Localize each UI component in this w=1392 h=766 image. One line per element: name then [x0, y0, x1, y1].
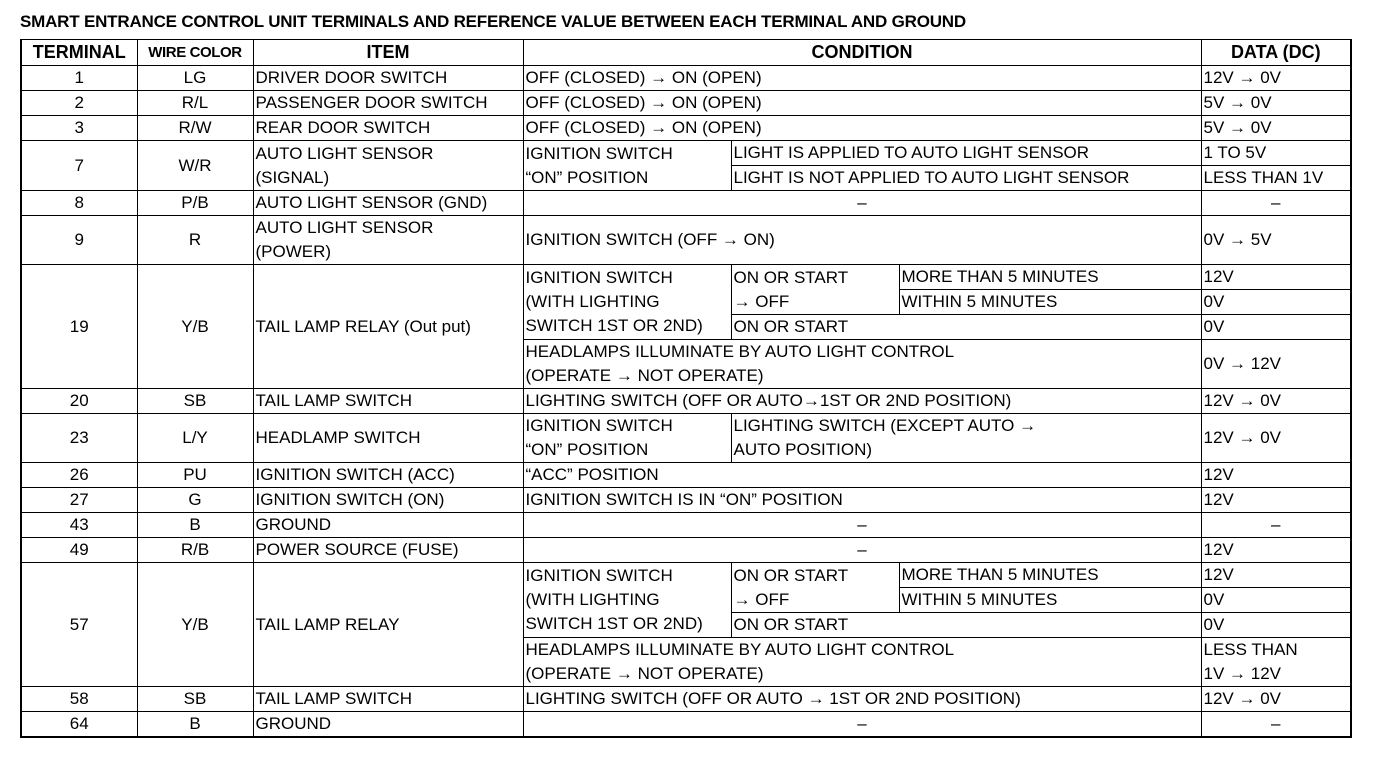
item-cell: HEADLAMP SWITCH — [253, 414, 523, 463]
header-item: ITEM — [253, 40, 523, 66]
terminal-reference-table — [20, 39, 1352, 738]
condition-cell: – — [523, 712, 1201, 738]
item-cell: REAR DOOR SWITCH — [253, 116, 523, 141]
terminal-cell: 9 — [21, 216, 137, 265]
condition-line: IGNITION SWITCH — [525, 268, 673, 287]
condition-line: ON OR START — [733, 565, 849, 585]
table-row — [21, 91, 1351, 116]
item-cell: POWER SOURCE (FUSE) — [253, 538, 523, 563]
item-cell: TAIL LAMP SWITCH — [253, 687, 523, 712]
table-row — [21, 191, 1351, 216]
condition-line: (OPERATE → NOT OPERATE) — [525, 366, 764, 385]
data-line: LESS THAN — [1203, 640, 1298, 659]
condition-cell — [523, 141, 731, 191]
condition-line: → OFF — [733, 589, 790, 609]
table-row — [21, 563, 1351, 588]
data-cell: 12V → 0V — [1201, 414, 1351, 463]
data-cell: 12V → 0V — [1201, 687, 1351, 712]
data-cell: 0V — [1201, 588, 1351, 613]
wire-color-cell: R — [137, 216, 253, 265]
condition-cell: LIGHTING SWITCH (OFF OR AUTO→1ST OR 2ND POSITION) — [523, 389, 1201, 414]
table-row — [21, 389, 1351, 414]
table-row — [21, 712, 1351, 738]
condition-cell: IGNITION SWITCH (OFF → ON) — [523, 216, 1201, 265]
wire-color-cell: LG — [137, 66, 253, 91]
wire-color-cell: Y/B — [137, 265, 253, 389]
table-row — [21, 141, 1351, 166]
wire-color-cell: Y/B — [137, 563, 253, 687]
item-cell: GROUND — [253, 712, 523, 738]
item-cell: AUTO LIGHT SENSOR (GND) — [253, 191, 523, 216]
header-wire-color: WIRE COLOR — [137, 40, 253, 66]
wire-color-cell: B — [137, 712, 253, 738]
item-cell: DRIVER DOOR SWITCH — [253, 66, 523, 91]
condition-line: SWITCH 1ST OR 2ND) — [525, 614, 703, 633]
condition-cell — [731, 265, 899, 315]
terminal-cell: 57 — [21, 563, 137, 687]
condition-line: IGNITION SWITCH — [525, 566, 673, 585]
condition-cell — [731, 563, 899, 613]
condition-line: HEADLAMPS ILLUMINATE BY AUTO LIGHT CONTROL — [525, 640, 955, 659]
terminal-cell: 23 — [21, 414, 137, 463]
condition-line: AUTO POSITION) — [733, 440, 873, 459]
condition-cell — [731, 414, 1201, 463]
condition-line: (WITH LIGHTING — [525, 590, 660, 609]
item-cell: TAIL LAMP SWITCH — [253, 389, 523, 414]
header-data: DATA (DC) — [1201, 40, 1351, 66]
table-row — [21, 463, 1351, 488]
table-row — [21, 116, 1351, 141]
data-cell: – — [1201, 712, 1351, 738]
condition-line: HEADLAMPS ILLUMINATE BY AUTO LIGHT CONTROL — [525, 342, 955, 361]
item-cell — [253, 216, 523, 265]
item-cell: TAIL LAMP RELAY (Out put) — [253, 265, 523, 389]
wire-color-cell: P/B — [137, 191, 253, 216]
item-cell: GROUND — [253, 513, 523, 538]
terminal-cell: 7 — [21, 141, 137, 191]
data-cell: – — [1201, 191, 1351, 216]
condition-line: LIGHTING SWITCH (EXCEPT AUTO → — [733, 416, 1037, 435]
terminal-cell: 1 — [21, 66, 137, 91]
data-cell: 5V → 0V — [1201, 116, 1351, 141]
condition-line: ON OR START — [733, 267, 849, 287]
data-cell: 0V — [1201, 315, 1351, 340]
terminal-cell: 43 — [21, 513, 137, 538]
item-cell — [253, 141, 523, 191]
header-row — [21, 40, 1351, 66]
condition-cell: LIGHT IS NOT APPLIED TO AUTO LIGHT SENSOR — [731, 166, 1201, 191]
condition-line: (WITH LIGHTING — [525, 292, 660, 311]
data-cell: 12V → 0V — [1201, 66, 1351, 91]
data-cell: 12V — [1201, 488, 1351, 513]
data-cell: 5V → 0V — [1201, 91, 1351, 116]
condition-cell: ON OR START — [731, 315, 1201, 340]
terminal-cell: 19 — [21, 265, 137, 389]
condition-line: “ON” POSITION — [525, 167, 649, 187]
item-cell: IGNITION SWITCH (ACC) — [253, 463, 523, 488]
condition-cell: WITHIN 5 MINUTES — [899, 290, 1201, 315]
condition-cell: WITHIN 5 MINUTES — [899, 588, 1201, 613]
data-cell: 0V → 5V — [1201, 216, 1351, 265]
condition-cell: ON OR START — [731, 613, 1201, 638]
wire-color-cell: B — [137, 513, 253, 538]
condition-cell: – — [523, 538, 1201, 563]
table-row — [21, 488, 1351, 513]
table-row — [21, 538, 1351, 563]
condition-cell — [523, 265, 731, 340]
data-cell: LESS THAN 1V — [1201, 166, 1351, 191]
terminal-cell: 20 — [21, 389, 137, 414]
item-line: AUTO LIGHT SENSOR — [255, 218, 434, 237]
table-row — [21, 414, 1351, 463]
condition-cell: – — [523, 191, 1201, 216]
condition-line: (OPERATE → NOT OPERATE) — [525, 664, 764, 683]
terminal-cell: 58 — [21, 687, 137, 712]
wire-color-cell: PU — [137, 463, 253, 488]
terminal-cell: 49 — [21, 538, 137, 563]
condition-cell: – — [523, 513, 1201, 538]
data-cell: 12V — [1201, 463, 1351, 488]
wire-color-cell: W/R — [137, 141, 253, 191]
wire-color-cell: SB — [137, 687, 253, 712]
terminal-cell: 27 — [21, 488, 137, 513]
condition-line: IGNITION SWITCH — [525, 416, 673, 435]
table-row — [21, 687, 1351, 712]
data-cell: 0V → 12V — [1201, 340, 1351, 389]
data-cell: 12V → 0V — [1201, 389, 1351, 414]
wire-color-cell: SB — [137, 389, 253, 414]
wire-color-cell: R/B — [137, 538, 253, 563]
condition-cell: IGNITION SWITCH IS IN “ON” POSITION — [523, 488, 1201, 513]
condition-cell — [523, 563, 731, 638]
item-line: (POWER) — [255, 242, 332, 261]
condition-cell — [523, 638, 1201, 687]
condition-line: → OFF — [733, 291, 790, 311]
table-row — [21, 265, 1351, 290]
condition-cell: MORE THAN 5 MINUTES — [899, 265, 1201, 290]
data-cell: – — [1201, 513, 1351, 538]
data-cell: 1 TO 5V — [1201, 141, 1351, 166]
terminal-cell: 2 — [21, 91, 137, 116]
item-line: AUTO LIGHT SENSOR — [255, 143, 434, 163]
header-condition: CONDITION — [523, 40, 1201, 66]
table-row — [21, 216, 1351, 265]
terminal-cell: 64 — [21, 712, 137, 738]
data-cell: 12V — [1201, 538, 1351, 563]
condition-cell: OFF (CLOSED) → ON (OPEN) — [523, 66, 1201, 91]
wire-color-cell: G — [137, 488, 253, 513]
data-cell: 0V — [1201, 613, 1351, 638]
data-cell — [1201, 638, 1351, 687]
condition-cell: OFF (CLOSED) → ON (OPEN) — [523, 116, 1201, 141]
item-cell: IGNITION SWITCH (ON) — [253, 488, 523, 513]
table-row — [21, 513, 1351, 538]
condition-cell: “ACC” POSITION — [523, 463, 1201, 488]
item-line: (SIGNAL) — [255, 167, 330, 187]
condition-cell: MORE THAN 5 MINUTES — [899, 563, 1201, 588]
condition-cell — [523, 414, 731, 463]
item-cell: TAIL LAMP RELAY — [253, 563, 523, 687]
data-cell: 12V — [1201, 563, 1351, 588]
data-cell: 12V — [1201, 265, 1351, 290]
terminal-cell: 3 — [21, 116, 137, 141]
data-cell: 0V — [1201, 290, 1351, 315]
table-row — [21, 66, 1351, 91]
condition-line: SWITCH 1ST OR 2ND) — [525, 316, 703, 335]
terminal-cell: 8 — [21, 191, 137, 216]
header-terminal: TERMINAL — [21, 40, 137, 66]
wire-color-cell: L/Y — [137, 414, 253, 463]
document-title: SMART ENTRANCE CONTROL UNIT TERMINALS AND REFERENCE VALUE BETWEEN EACH TERMINAL AND GROUND — [20, 12, 966, 31]
condition-cell: OFF (CLOSED) → ON (OPEN) — [523, 91, 1201, 116]
wire-color-cell: R/L — [137, 91, 253, 116]
item-cell: PASSENGER DOOR SWITCH — [253, 91, 523, 116]
condition-cell — [523, 340, 1201, 389]
data-line: 1V → 12V — [1203, 664, 1282, 683]
condition-cell: LIGHTING SWITCH (OFF OR AUTO → 1ST OR 2ND POSITION) — [523, 687, 1201, 712]
condition-line: “ON” POSITION — [525, 440, 649, 459]
condition-line: IGNITION SWITCH — [525, 143, 673, 163]
condition-cell: LIGHT IS APPLIED TO AUTO LIGHT SENSOR — [731, 141, 1201, 166]
terminal-cell: 26 — [21, 463, 137, 488]
wire-color-cell: R/W — [137, 116, 253, 141]
